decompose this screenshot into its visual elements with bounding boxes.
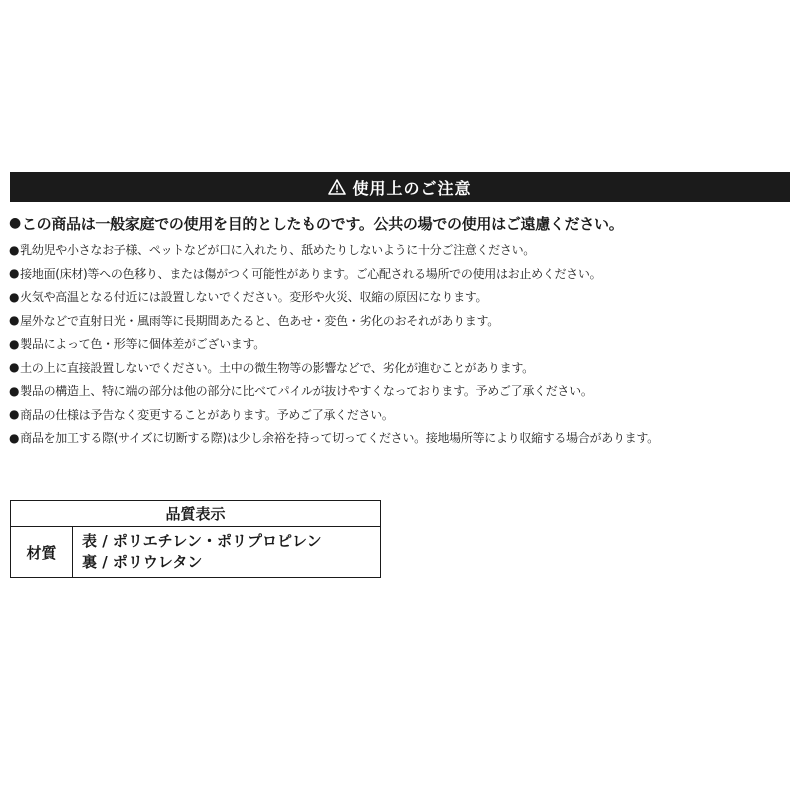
note-bullet: ●	[9, 242, 20, 257]
quality-label-table	[10, 500, 381, 578]
note-text: 乳幼児や小さなお子様、ペットなどが口に入れたり、舐めたりしないように十分ご注意ください。	[20, 243, 535, 258]
note-text: この商品は一般家庭での使用を目的としたものです。公共の場での使用はご遠慮ください。	[21, 214, 624, 233]
note-item	[9, 262, 799, 286]
note-bullet: ●	[9, 360, 20, 375]
note-item	[9, 208, 799, 238]
note-bullet: ●	[9, 266, 20, 281]
caution-header	[10, 172, 790, 202]
note-item	[9, 238, 799, 262]
note-text: 土の上に直接設置しないでください。土中の微生物等の影響などで、劣化が進むことがあります。	[20, 360, 534, 375]
material-back: 裏 / ポリウレタン	[82, 553, 203, 571]
note-bullet: ●	[9, 336, 20, 351]
note-text: 接地面(床材)等への色移り、または傷がつく可能性があります。ご心配される場所での使用はお止めください。	[20, 266, 602, 281]
material-surface: 表 / ポリエチレン・ポリプロピレン	[82, 532, 322, 550]
note-text: 商品の仕様は予告なく変更することがあります。予めご了承ください。	[20, 407, 394, 422]
note-text: 商品を加工する際(サイズに切断する際)は少し余裕を持って切ってください。接地場所等により収縮する場合があります。	[20, 431, 659, 446]
material-values	[73, 527, 380, 577]
caution-title: 使用上のご注意	[352, 178, 472, 198]
note-bullet: ●	[9, 313, 20, 328]
note-text: 屋外などで直射日光・風雨等に長期間あたると、色あせ・変色・劣化のおそれがあります。	[20, 313, 499, 328]
note-text: 製品によって色・形等に個体差がございます。	[20, 337, 265, 352]
note-text: 火気や高温となる付近には設置しないでください。変形や火災、収縮の原因になります。	[20, 290, 488, 305]
note-bullet: ●	[9, 430, 20, 445]
note-item	[9, 426, 799, 450]
note-text: 製品の構造上、特に端の部分は他の部分に比べてパイルが抜けやすくなっております。予めご了承ください。	[20, 384, 593, 399]
note-bullet: ●	[9, 383, 20, 398]
caution-notes-list	[9, 208, 799, 450]
note-item	[9, 285, 799, 309]
quality-row	[11, 527, 380, 577]
note-bullet: ●	[9, 289, 20, 304]
note-item	[9, 356, 799, 380]
quality-title: 品質表示	[11, 501, 380, 527]
note-item	[9, 403, 799, 427]
note-item	[9, 309, 799, 333]
material-label: 材質	[11, 527, 73, 577]
note-item	[9, 379, 799, 403]
note-bullet: ●	[9, 407, 20, 422]
note-item	[9, 332, 799, 356]
warning-triangle-icon	[328, 179, 346, 195]
note-bullet: ●	[9, 215, 21, 231]
